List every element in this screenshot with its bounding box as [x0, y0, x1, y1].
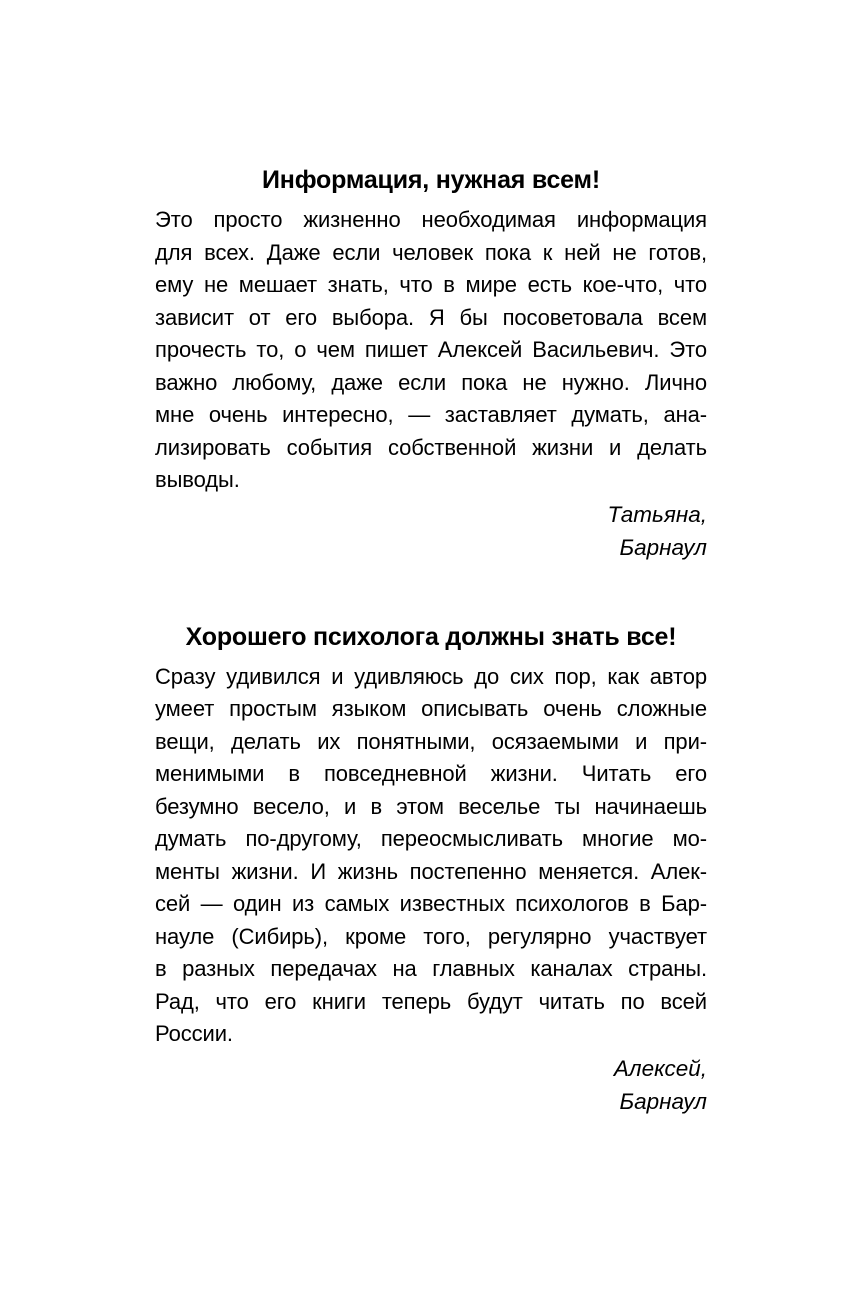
- signature-name: Татьяна,: [607, 501, 707, 527]
- body-line: прочесть то, о чем пишет Алексей Васильевич. Это: [155, 337, 707, 362]
- body-line: науле (Сибирь), кроме того, регулярно участвует: [155, 923, 707, 949]
- body-line: умеет простым языком описывать очень сложные: [155, 696, 707, 721]
- body-line: выводы.: [155, 467, 240, 492]
- body-line: России.: [155, 1021, 233, 1046]
- review-section-psychologist: [155, 620, 707, 1118]
- body-line: Рад, что его книги теперь будут читать по всей: [155, 988, 707, 1014]
- body-line: зависит от его выбора. Я бы посоветовала всем: [155, 304, 707, 330]
- review-body: [155, 661, 707, 1051]
- body-line: ему не мешает знать, что в мире есть кое-что, что: [155, 272, 707, 297]
- body-line: в разных передачах на главных каналах страны.: [155, 956, 707, 981]
- signature-city: Барнаул: [619, 1088, 707, 1114]
- body-line: менты жизни. И жизнь постепенно меняется. Алек-: [155, 858, 707, 884]
- body-line: для всех. Даже если человек пока к ней не готов,: [155, 239, 707, 265]
- body-line: безумно весело, и в этом веселье ты начинаешь: [155, 793, 707, 819]
- body-line: Сразу удивился и удивляюсь до сих пор, как автор: [155, 663, 707, 689]
- body-line: менимыми в повседневной жизни. Читать его: [155, 761, 707, 786]
- review-title: Хорошего психолога должны знать все!: [185, 622, 677, 651]
- body-line: сей — один из самых известных психологов в Бар-: [155, 891, 707, 916]
- body-line: вещи, делать их понятными, осязаемыми и при-: [155, 728, 707, 754]
- signature-name: Алексей,: [613, 1055, 707, 1081]
- signature-block: [155, 498, 707, 564]
- body-line: важно любому, даже если пока не нужно. Лично: [155, 369, 707, 395]
- review-title: Информация, нужная всем!: [262, 166, 600, 194]
- body-line: Это просто жизненно необходимая информация: [155, 207, 707, 232]
- body-line: думать по-другому, переосмысливать многие мо-: [155, 826, 707, 851]
- body-line: мне очень интересно, — заставляет думать, ана-: [155, 402, 707, 427]
- signature-block: [155, 1052, 707, 1118]
- body-line: лизировать события собственной жизни и делать: [155, 434, 707, 460]
- review-body: [155, 204, 707, 497]
- review-section-information: [155, 163, 707, 564]
- signature-city: Барнаул: [619, 534, 707, 560]
